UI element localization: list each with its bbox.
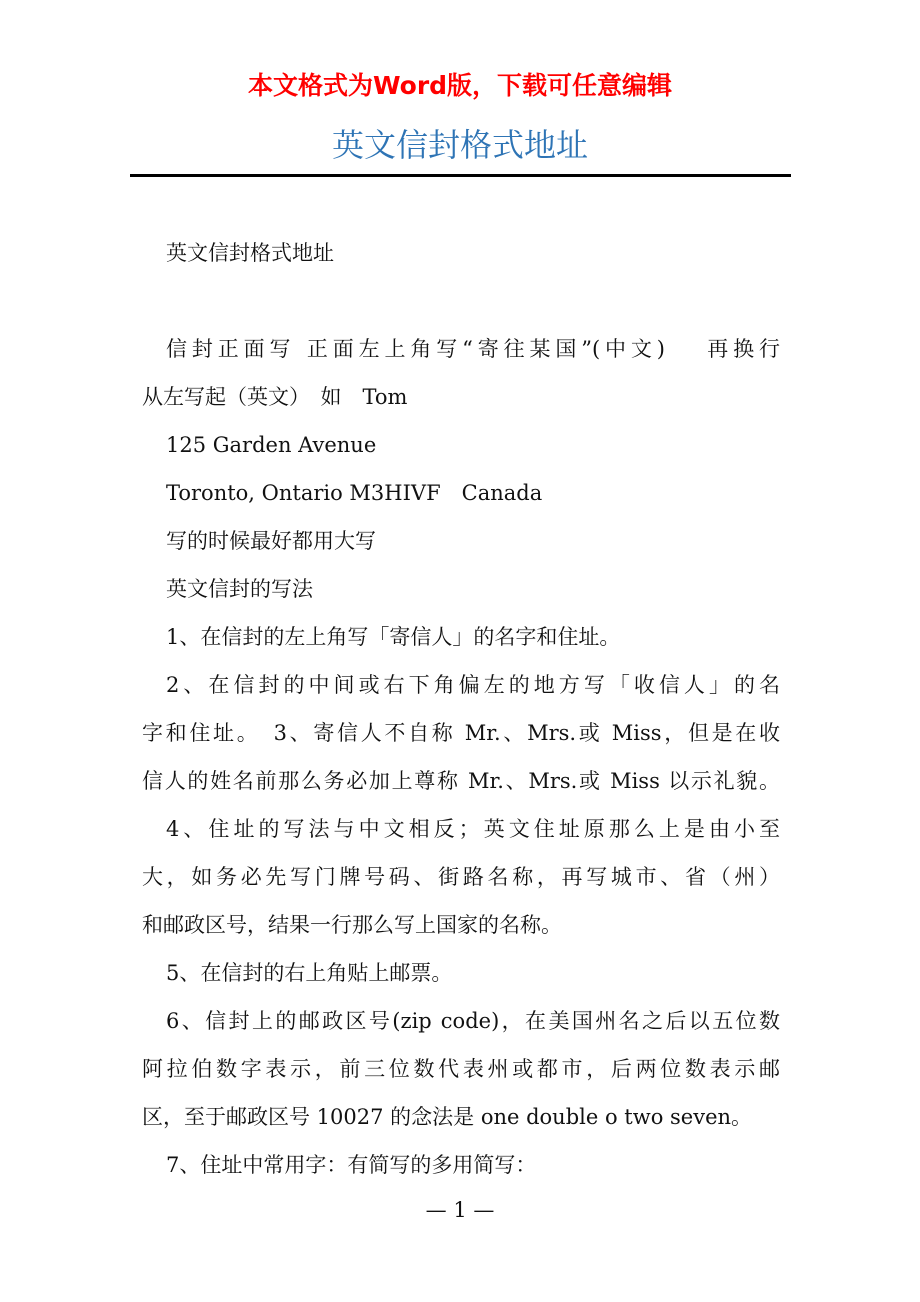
text-line: 字和住址。 3、寄信人不自称 Mr.、Mrs.或 Miss，但是在收 xyxy=(142,721,780,745)
text-line: 阿拉伯数字表示，前三位数代表州或都市，后两位数表示邮 xyxy=(142,1057,780,1081)
text-line: 和邮政区号，结果一行那么写上国家的名称。 xyxy=(142,913,562,937)
text-line: 英文信封格式地址 xyxy=(166,241,334,265)
text-line: 英文信封的写法 xyxy=(166,577,313,601)
text-line: 6、信封上的邮政区号(zip code)，在美国州名之后以五位数 xyxy=(166,1009,780,1033)
text-line: 4、住址的写法与中文相反；英文住址原那么上是由小至 xyxy=(166,817,780,841)
text-line: 大，如务必先写门牌号码、街路名称，再写城市、省（州） xyxy=(142,865,780,889)
text-line: 从左写起（英文） 如 Tom xyxy=(142,385,408,409)
paragraph-spacer xyxy=(142,277,780,325)
text-line: 1、在信封的左上角写「寄信人」的名字和住址。 xyxy=(166,625,621,649)
document-title: 英文信封格式地址 xyxy=(331,126,588,164)
text-line: Toronto, Ontario M3HIVF Canada xyxy=(166,481,543,505)
text-line: 写的时候最好都用大写 xyxy=(166,529,376,553)
text-line: 信人的姓名前那么务必加上尊称 Mr.、Mrs.或 Miss 以示礼貌。 xyxy=(142,769,780,793)
text-line: 7、住址中常用字：有简写的多用简写： xyxy=(166,1153,537,1177)
text-line: 5、在信封的右上角贴上邮票。 xyxy=(166,961,453,985)
document-body xyxy=(142,229,780,1189)
format-notice-banner: 本文格式为Word版，下载可任意编辑 xyxy=(247,71,673,100)
header-divider xyxy=(130,174,791,177)
text-line: 125 Garden Avenue xyxy=(166,433,377,457)
text-line: 信封正面写 正面左上角写“寄往某国”(中文) 再换行 xyxy=(166,337,780,361)
page-number: — 1 — xyxy=(425,1198,495,1222)
text-line: 2、在信封的中间或右下角偏左的地方写「收信人」的名 xyxy=(166,673,780,697)
text-line: 区，至于邮政区号 10027 的念法是 one double o two seven。 xyxy=(142,1105,753,1129)
